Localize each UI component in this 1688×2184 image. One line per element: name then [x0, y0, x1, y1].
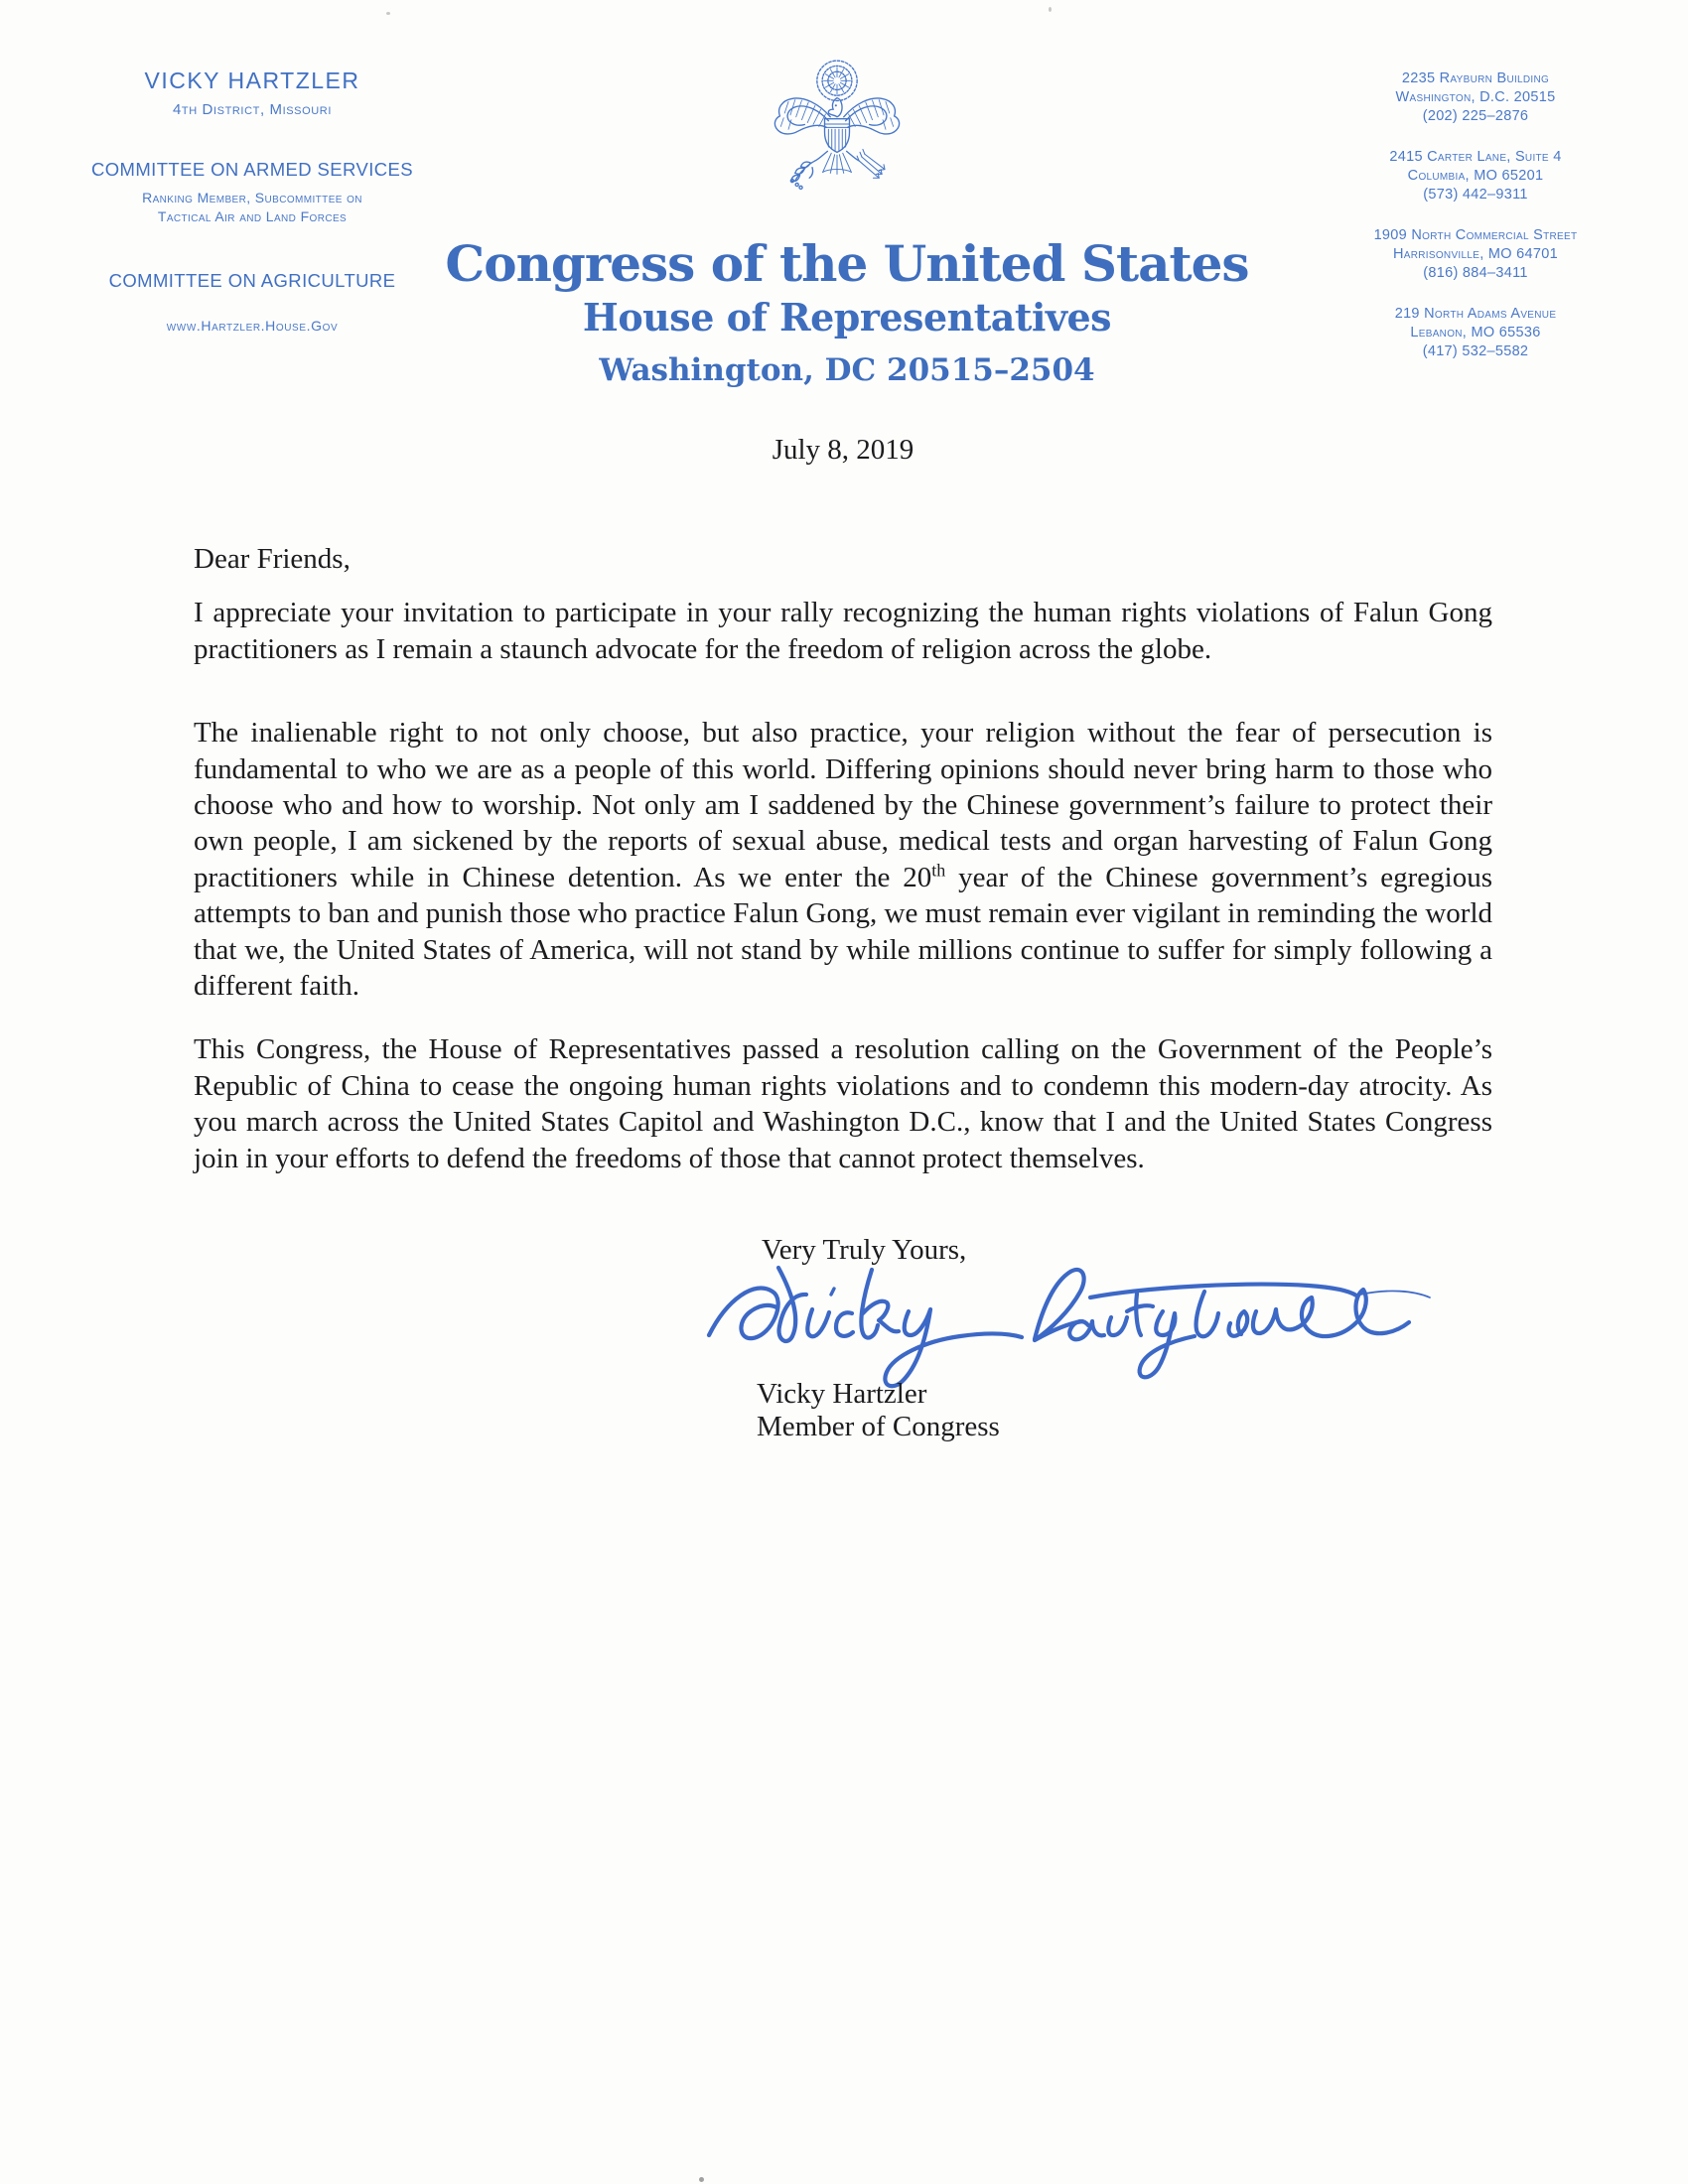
- member-info-block: [87, 68, 417, 334]
- office-phone: (417) 532–5582: [1422, 343, 1529, 359]
- committee-role-line2: Tactical Air and Land Forces: [157, 208, 348, 224]
- committee-agriculture: COMMITTEE ON AGRICULTURE: [108, 270, 396, 291]
- office-phone: (573) 442–9311: [1423, 187, 1528, 203]
- paragraph-2-text: The inalienable right to not only choose, but also practice, your religion without the fear of persecution is fundamental to who we are as a people of this world. Differing opinions should never bring harm to those who choose who and how to worship. Not only am I saddened by the Chinese government’s failure to protect their own people, I am sickened by the reports of sexual abuse, medical tests and organ harvesting of Falun Gong practitioners while in Chinese detention. As we enter the 20: [194, 717, 1492, 893]
- office-address-line: Harrisonville, MO 64701: [1393, 246, 1558, 262]
- scan-speck: [699, 2177, 704, 2182]
- house-title: House of Representatives: [582, 295, 1112, 340]
- paragraph-2: [194, 715, 1492, 1004]
- congress-title: Congress of the United States: [445, 234, 1249, 293]
- office-columbia: [1342, 148, 1609, 205]
- member-district: 4th District, Missouri: [172, 101, 333, 118]
- office-phone: (816) 884–3411: [1423, 265, 1528, 281]
- scan-speck: [386, 12, 390, 15]
- signer-title: Member of Congress: [757, 1411, 1000, 1442]
- office-harrisonville: [1342, 226, 1609, 283]
- office-address-line: Washington, D.C. 20515: [1395, 89, 1556, 105]
- office-phone: (202) 225–2876: [1422, 108, 1529, 124]
- office-address-line: 1909 North Commercial Street: [1373, 227, 1578, 243]
- letter-date: July 8, 2019: [772, 434, 914, 466]
- office-address-line: 219 North Adams Avenue: [1394, 306, 1557, 322]
- salutation: Dear Friends,: [194, 543, 351, 575]
- office-address-line: Lebanon, MO 65536: [1410, 325, 1541, 341]
- member-website: www.Hartzler.House.Gov: [166, 318, 339, 334]
- office-address-line: 2235 Rayburn Building: [1401, 70, 1550, 86]
- committee-role-line1: Ranking Member, Subcommittee on: [142, 190, 362, 205]
- letter-body: [194, 541, 1492, 1176]
- member-name: VICKY HARTZLER: [144, 68, 360, 93]
- committee-armed-services: COMMITTEE ON ARMED SERVICES: [91, 159, 413, 180]
- office-washington: [1342, 69, 1609, 126]
- ordinal-suffix: th: [931, 860, 946, 881]
- office-address-line: 2415 Carter Lane, Suite 4: [1389, 149, 1562, 165]
- office-lebanon: [1342, 305, 1609, 361]
- paragraph-1: I appreciate your invitation to participate in your rally recognizing the human rights violations of Falun Gong practitioners as I remain a staunch advocate for the freedom of religion across the globe.: [194, 597, 1492, 665]
- paragraph-2-text: year of the Chinese government’s egregious attempts to ban and punish those who practice Falun Gong, we must remain ever vigilant in reminding the world that we, the United States of America, will not stand by while millions continue to suffer for simply following a different faith.: [194, 861, 1492, 1003]
- signer-name: Vicky Hartzler: [757, 1378, 927, 1410]
- washington-line: Washington, DC 20515–2504: [599, 352, 1095, 388]
- great-seal-eagle-icon: [766, 56, 909, 216]
- closing-line: Very Truly Yours,: [762, 1234, 967, 1266]
- office-address-line: Columbia, MO 65201: [1407, 168, 1544, 184]
- paragraph-3: This Congress, the House of Representatives passed a resolution calling on the Government of the People’s Republic of China to cease the ongoing human rights violations and to condemn this modern-day atrocity. As you march across the United States Capitol and Washington D.C., know that I and the United States Congress join in your efforts to defend the freedoms of those that cannot protect themselves.: [194, 1033, 1492, 1174]
- district-offices-block: [1342, 69, 1609, 383]
- scan-speck: [1049, 7, 1052, 12]
